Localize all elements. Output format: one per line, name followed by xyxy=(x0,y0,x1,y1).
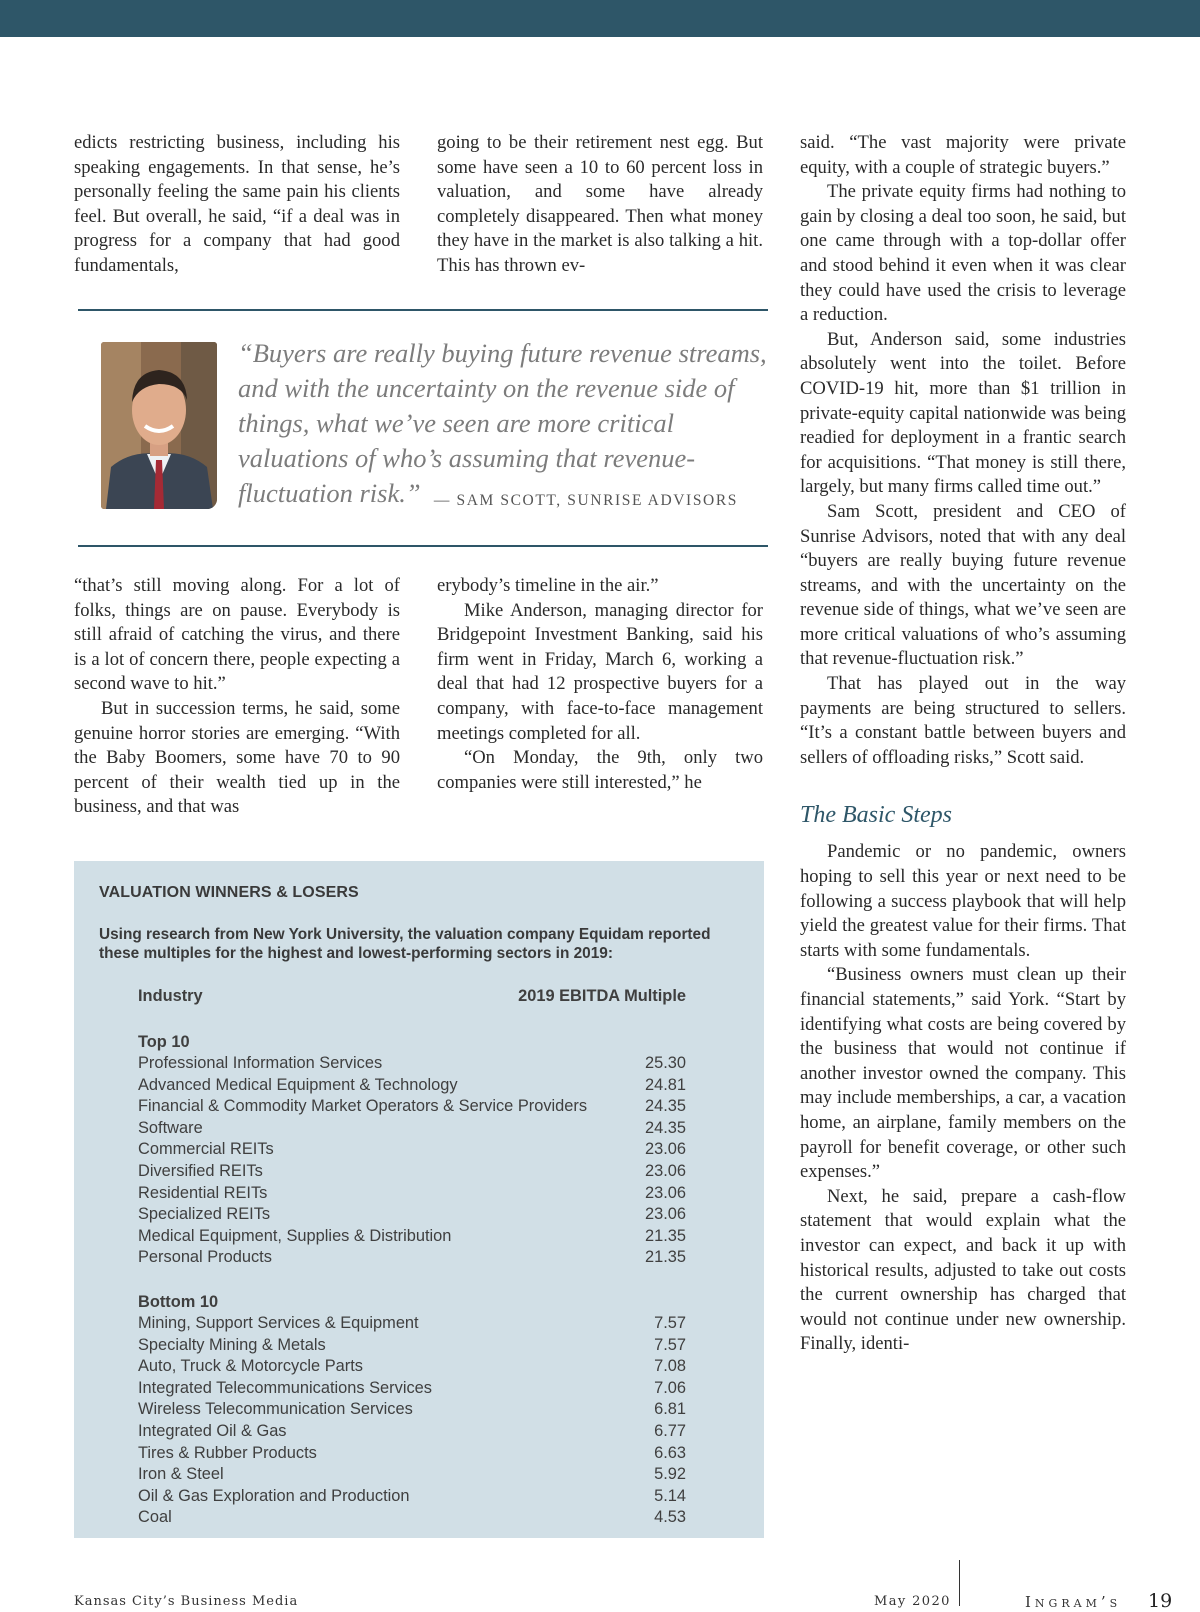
industry-name: Personal Products xyxy=(138,1248,272,1267)
ebitda-multiple: 7.06 xyxy=(654,1378,686,1397)
ebitda-multiple: 23.06 xyxy=(644,1183,686,1202)
industry-name: Medical Equipment, Supplies & Distribution xyxy=(138,1226,452,1245)
pullquote-bottom-rule xyxy=(78,545,768,547)
table-row xyxy=(138,1421,686,1443)
top-color-bar xyxy=(0,0,1200,37)
ebitda-multiple: 5.92 xyxy=(654,1465,686,1484)
paragraph: said. “The vast majority were private equity, with a couple of strategic buyers.” xyxy=(800,132,1126,178)
ebitda-multiple: 4.53 xyxy=(654,1508,686,1527)
article-column-2-bottom xyxy=(437,574,763,795)
table-row xyxy=(138,1183,686,1205)
section-subhead: The Basic Steps xyxy=(800,802,952,829)
industry-name: Professional Information Services xyxy=(138,1054,383,1072)
paragraph: But, Anderson said, some industries absolutely went into the toilet. Before COVID-19 hit, more than $1 trillion in private-equity capital nationwide was being readied for deployment in a frantic search for acquisitions. “That money is still there, largely, but many firms called time out.” xyxy=(800,328,1126,498)
ebitda-multiple: 7.57 xyxy=(654,1335,686,1354)
ebitda-multiple: 21.35 xyxy=(644,1226,686,1245)
ebitda-multiple: 6.81 xyxy=(654,1400,686,1419)
table-row xyxy=(138,1226,686,1248)
article-column-1-bottom xyxy=(74,574,400,820)
ebitda-multiple: 24.35 xyxy=(644,1118,686,1137)
paragraph: “Business owners must clean up their financial statements,” said York. “Start by identifying what costs are being covered by the business that would not continue if another investor owned the company. This may include memberships, a car, a vacation home, an airplane, family members on the payroll for benefit coverage, or other such expenses.” xyxy=(800,964,1126,1183)
sidebar-intro: Using research from New York University, the valuation company Equidam reported these multiples for the highest and lowest-performing sectors in 2019: xyxy=(99,926,711,962)
table-row xyxy=(138,1335,686,1357)
table-row xyxy=(138,1378,686,1400)
paragraph: going to be their retirement nest egg. But some have seen a 10 to 60 percent loss in valuation, and some have already completely disappeared. Then what money they have in the market is also talking a hit. This has thrown ev- xyxy=(437,132,763,276)
footer-date: May 2020 xyxy=(874,1594,951,1609)
paragraph: Pandemic or no pandemic, owners hoping to sell this year or next need to be following a success playbook that will help yield the greatest value for their firms. That starts with some fundamentals. xyxy=(800,841,1126,961)
table-row xyxy=(138,1118,686,1140)
footer-divider xyxy=(959,1560,960,1606)
footer-publisher: Kansas City’s Business Media xyxy=(74,1594,299,1609)
ebitda-multiple: 5.14 xyxy=(654,1486,686,1505)
article-column-2-top xyxy=(437,131,763,279)
industry-name: Auto, Truck & Motorcycle Parts xyxy=(138,1357,363,1376)
footer-brand: Ingram’s xyxy=(1025,1593,1122,1611)
table-row xyxy=(138,1486,686,1508)
industry-name: Specialty Mining & Metals xyxy=(138,1335,326,1354)
column-header-industry: Industry xyxy=(138,987,203,1005)
industry-name: Iron & Steel xyxy=(138,1465,224,1484)
industry-name: Tires & Rubber Products xyxy=(138,1443,317,1462)
paragraph: Mike Anderson, managing director for Bridgepoint Investment Banking, said his firm went in Friday, March 6, working a deal that had 12 prospective buyers for a company, with face-to-face management meetings completed for all. xyxy=(437,599,763,744)
industry-name: Financial & Commodity Market Operators & Service Providers xyxy=(138,1097,588,1116)
article-column-3 xyxy=(800,131,1126,1357)
industry-name: Residential REITs xyxy=(138,1183,268,1202)
paragraph: That has played out in the way payments are being structured to sellers. “It’s a constant battle between buyers and sellers of offloading risks,” Scott said. xyxy=(800,673,1126,768)
table-row xyxy=(138,1507,686,1529)
ebitda-multiple: 7.57 xyxy=(654,1313,686,1332)
ebitda-multiple: 25.30 xyxy=(644,1054,686,1072)
industry-name: Integrated Telecommunications Services xyxy=(138,1378,432,1397)
multiples-table xyxy=(138,987,686,1529)
group-label-bottom: Bottom 10 xyxy=(138,1292,219,1311)
page-number: 19 xyxy=(1148,1590,1173,1612)
pull-quote-attribution: — SAM SCOTT, SUNRISE ADVISORS xyxy=(433,492,738,509)
table-row xyxy=(138,1075,686,1097)
paragraph: But in succession terms, he said, some genuine horror stories are emerging. “With the Baby Boomers, some have 70 to 90 percent of their wealth tied up in the business, and that was xyxy=(74,697,400,818)
sidebar-title: VALUATION WINNERS & LOSERS xyxy=(99,884,359,901)
industry-name: Diversified REITs xyxy=(138,1161,263,1180)
paragraph: Next, he said, prepare a cash-flow statement that would explain what the investor can expect, and back it up with historical results, adjusted to take out costs the current ownership has charged that would not continue under new ownership. Finally, identi- xyxy=(800,1185,1126,1355)
top-10-rows xyxy=(138,1053,686,1269)
ebitda-multiple: 21.35 xyxy=(644,1248,686,1267)
ebitda-multiple: 6.63 xyxy=(654,1443,686,1462)
table-row xyxy=(138,1053,686,1075)
ebitda-multiple: 23.06 xyxy=(644,1205,686,1224)
table-row xyxy=(138,1161,686,1183)
ebitda-multiple: 24.81 xyxy=(644,1075,686,1094)
article-column-1-top xyxy=(74,131,400,279)
table-header xyxy=(138,987,686,1009)
paragraph: “that’s still moving along. For a lot of folks, things are on pause. Everybody is still afraid of catching the virus, and there is a lot of concern there, people expecting a second wave to hit.” xyxy=(74,575,400,695)
industry-name: Mining, Support Services & Equipment xyxy=(138,1313,419,1332)
industry-name: Specialized REITs xyxy=(138,1205,271,1224)
portrait-photo xyxy=(101,342,217,509)
industry-name: Software xyxy=(138,1118,203,1137)
table-row xyxy=(138,1313,686,1335)
table-row xyxy=(138,1096,686,1118)
ebitda-multiple: 24.35 xyxy=(644,1097,686,1116)
paragraph: “On Monday, the 9th, only two companies were still interested,” he xyxy=(437,747,763,793)
industry-name: Oil & Gas Exploration and Production xyxy=(138,1486,410,1505)
column-header-multiple: 2019 EBITDA Multiple xyxy=(518,987,686,1005)
ebitda-multiple: 6.77 xyxy=(654,1421,686,1440)
paragraph: erybody’s timeline in the air.” xyxy=(437,575,659,596)
group-label-top: Top 10 xyxy=(138,1033,190,1051)
paragraph: The private equity firms had nothing to gain by closing a deal too soon, he said, but one came through with a top-dollar offer and stood behind it even when it was clear they could have used the crisis to leverage a reduction. xyxy=(800,181,1126,326)
industry-name: Advanced Medical Equipment & Technology xyxy=(138,1075,458,1094)
bottom-10-rows xyxy=(138,1313,686,1529)
table-row xyxy=(138,1464,686,1486)
table-row xyxy=(138,1443,686,1465)
pull-quote-text: “Buyers are really buying future revenue streams, and with the uncertainty on the revenue side of things, what we’ve seen are more critical valuations of who’s assuming that revenue-fluctuation risk.” xyxy=(238,338,767,508)
ebitda-multiple: 7.08 xyxy=(654,1357,686,1376)
industry-name: Coal xyxy=(138,1508,172,1527)
valuation-sidebar xyxy=(74,861,764,1538)
paragraph: Sam Scott, president and CEO of Sunrise Advisors, noted that with any deal “buyers are really buying future revenue streams, and with the uncertainty on the revenue side of things, what we’ve seen are more critical valuations of who’s assuming that revenue-fluctuation risk.” xyxy=(800,500,1126,670)
table-row xyxy=(138,1356,686,1378)
industry-name: Commercial REITs xyxy=(138,1140,274,1159)
pullquote-top-rule xyxy=(78,309,768,311)
paragraph: edicts restricting business, including his speaking engagements. In that sense, he’s personally feeling the same pain his clients feel. But overall, he said, “if a deal was in progress for a company that had good fundamentals, xyxy=(74,132,400,276)
industry-name: Wireless Telecommunication Services xyxy=(138,1400,413,1419)
ebitda-multiple: 23.06 xyxy=(644,1161,686,1180)
industry-name: Integrated Oil & Gas xyxy=(138,1421,287,1440)
ebitda-multiple: 23.06 xyxy=(644,1140,686,1159)
table-row xyxy=(138,1399,686,1421)
table-row xyxy=(138,1204,686,1226)
table-row xyxy=(138,1139,686,1161)
table-row xyxy=(138,1247,686,1269)
